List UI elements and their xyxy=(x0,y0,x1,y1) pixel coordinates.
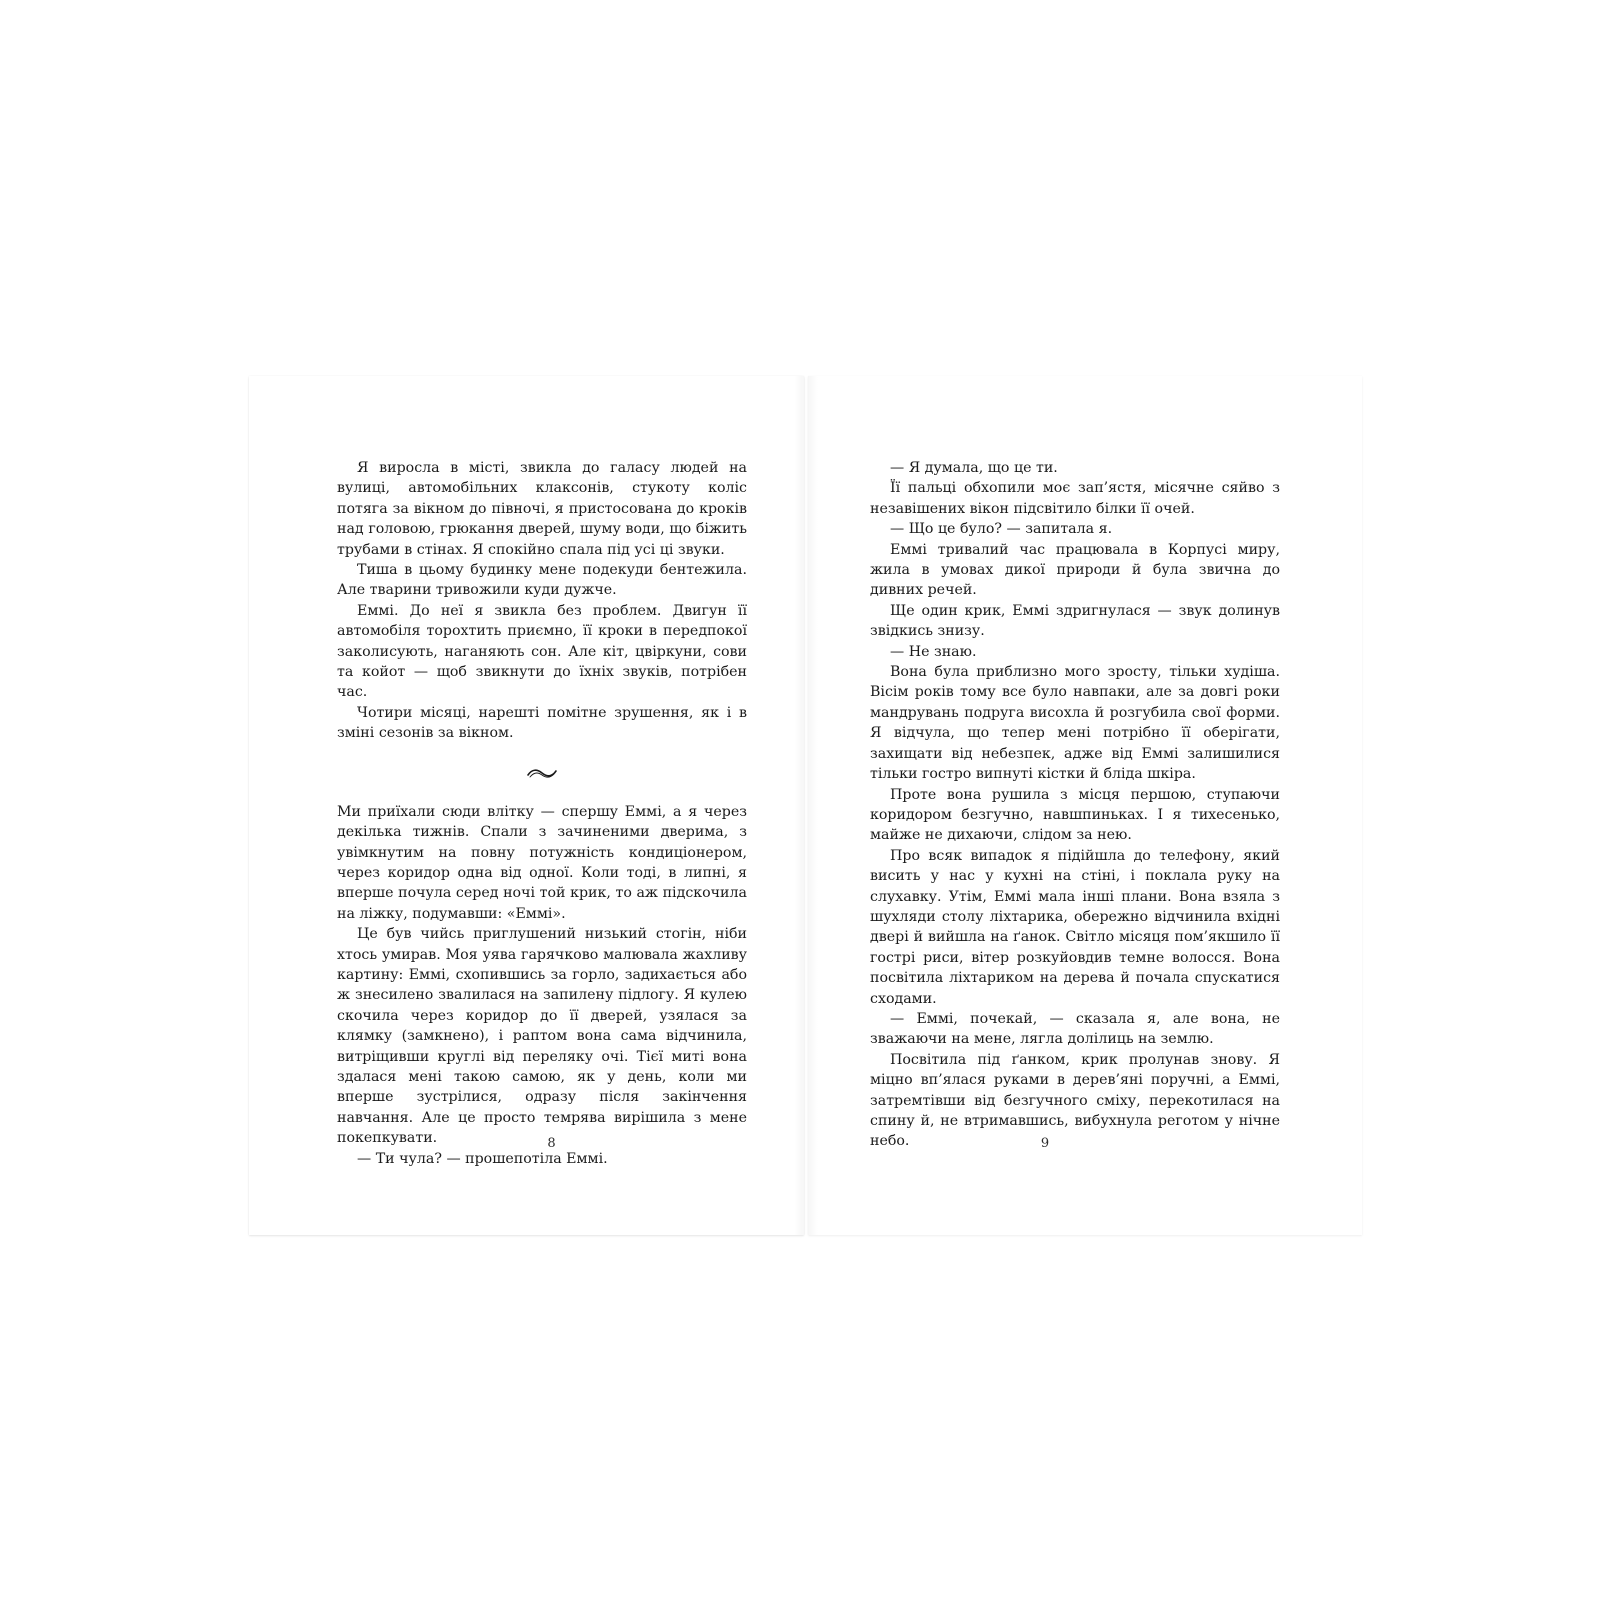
left-page xyxy=(249,376,804,1235)
paragraph: Я виросла в місті, звикла до галасу людей на вулиці, автомобільних клаксонів, стукоту коліс потяга за вікном до півночі, я пристосована до кроків над головою, грюкання дверей, шуму води, що біжить трубами в стінах. Я спокійно спала під усі ці звуки. xyxy=(337,460,747,558)
paragraph: Тиша в цьому будинку мене подекуди бентежила. Але тварини тривожили куди дужче. xyxy=(337,562,747,599)
paragraph: Ми приїхали сюди влітку — спершу Еммі, а я через декілька тижнів. Спали з зачиненими дверима, з увімкнутим на повну потужність кондиціонером, через коридор одна від одної. Коли тоді, в липні, я вперше почула серед ночі той крик, то аж підскочила на ліжку, подумавши: «Еммі». xyxy=(337,803,747,922)
paragraph: Вона була приблизно мого зросту, тільки худіша. Вісім років тому все було навпаки, але за довгі роки мандрувань подруга висохла й розгубила свої форми. Я відчула, що тепер мені потрібно її оберігати, захищати від небезпек, адже від Еммі залишилися тільки гостро випнуті кістки й бліда шкіра. xyxy=(870,664,1280,783)
spine-shadow xyxy=(808,376,818,1235)
paragraph: Чотири місяці, нарешті помітне зрушення, як і в зміні сезонів за вікном. xyxy=(337,704,747,742)
page-number: 8 xyxy=(547,1136,556,1151)
right-page xyxy=(808,376,1362,1235)
paragraph: Проте вона рушила з місця першою, ступаючи коридором безгучно, навшпиньках. І я тихесенько, майже не дихаючи, слідом за нею. xyxy=(870,786,1280,844)
paragraph: Її пальці обхопили моє зап’ястя, місячне сяйво з незавішених вікон підсвітило білки її очей. xyxy=(870,480,1280,517)
paragraph: Ще один крик, Еммі здригнулася — звук долинув звідкись знизу. xyxy=(870,602,1280,640)
left-page-text xyxy=(337,458,747,1169)
paragraph: Еммі. До неї я звикла без проблем. Двигун її автомобіля торохтить приємно, її кроки в передпокої заколисують, наганяють сон. Але кіт, цвіркуни, сови та койот — щоб звикнути до їхніх звуків, потрібен час. xyxy=(337,602,747,701)
paragraph: — Не знаю. xyxy=(890,643,977,660)
page-number: 9 xyxy=(1040,1136,1050,1151)
swash-ornament-icon xyxy=(526,766,558,780)
paragraph: — Що це було? — запитала я. xyxy=(890,521,1113,538)
paragraph: — Ти чула? — прошепотіла Еммі. xyxy=(357,1150,608,1167)
paragraph: Про всяк випадок я підійшла до телефону, який висить у нас у кухні на стіні, і поклала руку на слухавку. Утім, Еммі мала інші плани. Вона взяла з шухляди столу ліхтарика, обережно відчинила вхідні двері й вийшла на ґанок. Світло місяця пом’якшило її гострі риси, вітер розкуйовдив темне волосся. Вона посвітила ліхтариком на дерева й почала спускатися сходами. xyxy=(870,847,1280,1007)
paragraph: — Я думала, що це ти. xyxy=(890,460,1058,476)
paragraph: Посвітила під ґанком, крик пролунав знову. Я міцно вп’ялася руками в дерев’яні поручні, а Еммі, затремтівши від безгучного сміху, перекотилася на спину й, не втримавшись, вибухнула реготом у нічне небо. xyxy=(870,1051,1280,1150)
paragraph: Це був чийсь приглушений низький стогін, ніби хтось умирав. Моя уява гарячково малювала жахливу картину: Еммі, схопившись за горло, задихається або ж знесилено звалилася на запилену підлогу. Я кулею скочила через коридор до її дверей, узялася за клямку (замкнено), і раптом вона сама відчинила, витріщивши круглі від переляку очі. Тієї миті вона здалася мені такою самою, як у день, коли ми вперше зустрілися, одразу після закінчення навчання. Але це просто темрява вирішила з мене покепкувати. xyxy=(337,926,747,1147)
right-page-text xyxy=(870,458,1280,1152)
spine-shadow xyxy=(794,376,804,1235)
paragraph: — Еммі, почекай, — сказала я, але вона, не зважаючи на мене, лягла долілиць на землю. xyxy=(870,1010,1280,1048)
paragraph: Еммі тривалий час працювала в Корпусі миру, жила в умовах дикої природи й була звична до дивних речей. xyxy=(870,541,1280,599)
